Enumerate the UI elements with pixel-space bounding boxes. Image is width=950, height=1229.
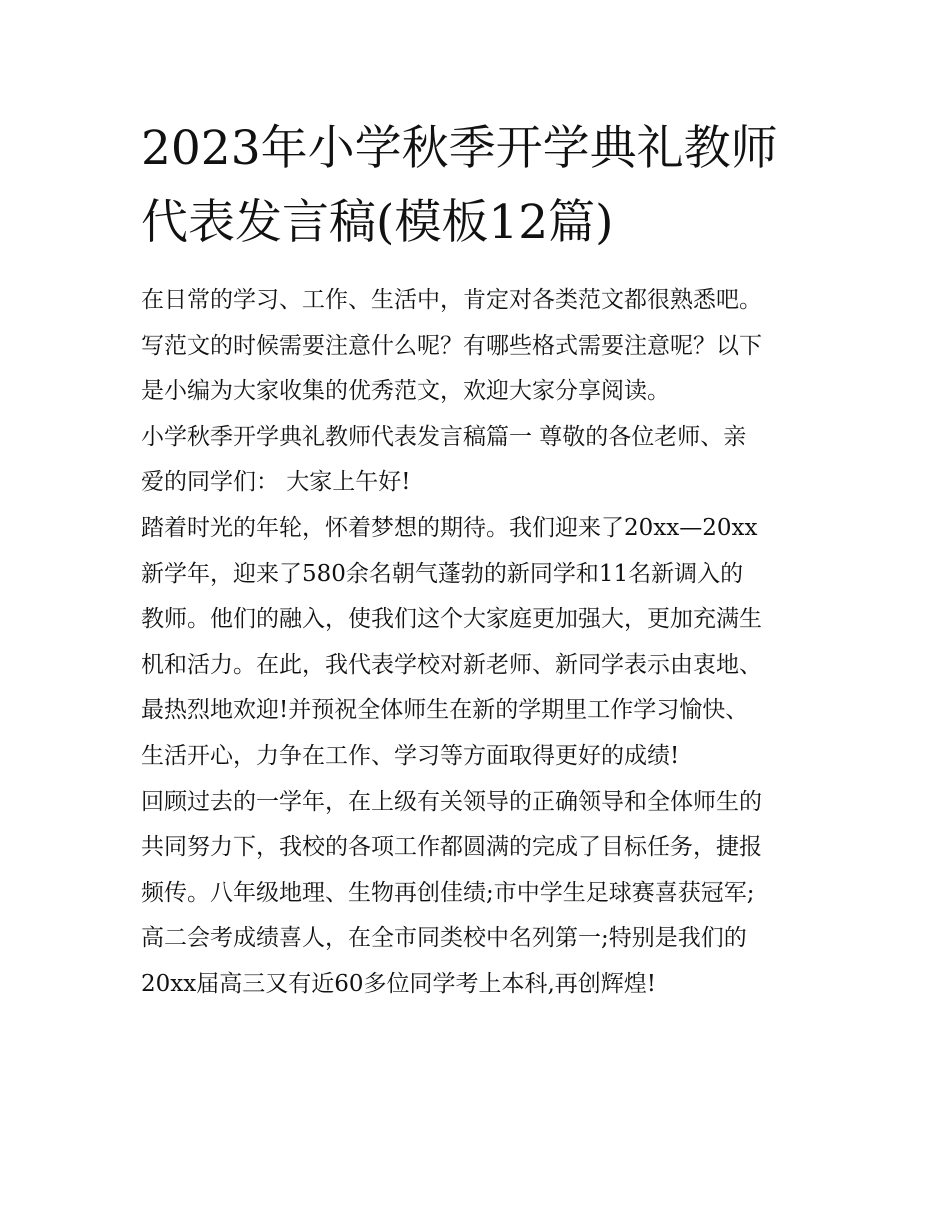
body-line: 回顾过去的一学年，在上级有关领导的正确领导和全体师生的 bbox=[141, 788, 762, 815]
body-line: 踏着时光的年轮，怀着梦想的期待。我们迎来了20xx—20xx bbox=[141, 514, 758, 541]
body-line: 教师。他们的融入，使我们这个大家庭更加强大，更加充满生 bbox=[141, 606, 762, 633]
body-line: 写范文的时候需要注意什么呢？有哪些格式需要注意呢？以下 bbox=[141, 332, 762, 359]
title-line-2: 代表发言稿(模板12篇) bbox=[141, 195, 614, 250]
document-body bbox=[141, 278, 831, 1008]
title-line-1: 2023年小学秋季开学典礼教师 bbox=[141, 121, 778, 176]
body-line: 在日常的学习、工作、生活中，肯定对各类范文都很熟悉吧。 bbox=[141, 287, 762, 313]
body-line: 生活开心，力争在工作、学习等方面取得更好的成绩! bbox=[141, 742, 680, 769]
body-line: 最热烈地欢迎!并预祝全体师生在新的学期里工作学习愉快、 bbox=[141, 697, 749, 724]
body-line: 新学年，迎来了580余名朝气蓬勃的新同学和11名新调入的 bbox=[141, 560, 744, 587]
body-line: 是小编为大家收集的优秀范文，欢迎大家分享阅读。 bbox=[141, 378, 670, 405]
document-title bbox=[141, 112, 831, 260]
body-line: 爱的同学们： 大家上午好! bbox=[141, 469, 411, 496]
body-line: 共同努力下，我校的各项工作都圆满的完成了目标任务，捷报 bbox=[141, 834, 762, 861]
body-line: 小学秋季开学典礼教师代表发言稿篇一 尊敬的各位老师、亲 bbox=[141, 423, 747, 450]
body-line: 机和活力。在此，我代表学校对新老师、新同学表示由衷地、 bbox=[141, 651, 762, 678]
body-line: 频传。八年级地理、生物再创佳绩;市中学生足球赛喜获冠军; bbox=[141, 879, 755, 906]
body-line: 高二会考成绩喜人，在全市同类校中名列第一;特别是我们的 bbox=[141, 925, 747, 952]
body-line: 20xx届高三又有近60多位同学考上本科,再创辉煌! bbox=[141, 970, 657, 997]
